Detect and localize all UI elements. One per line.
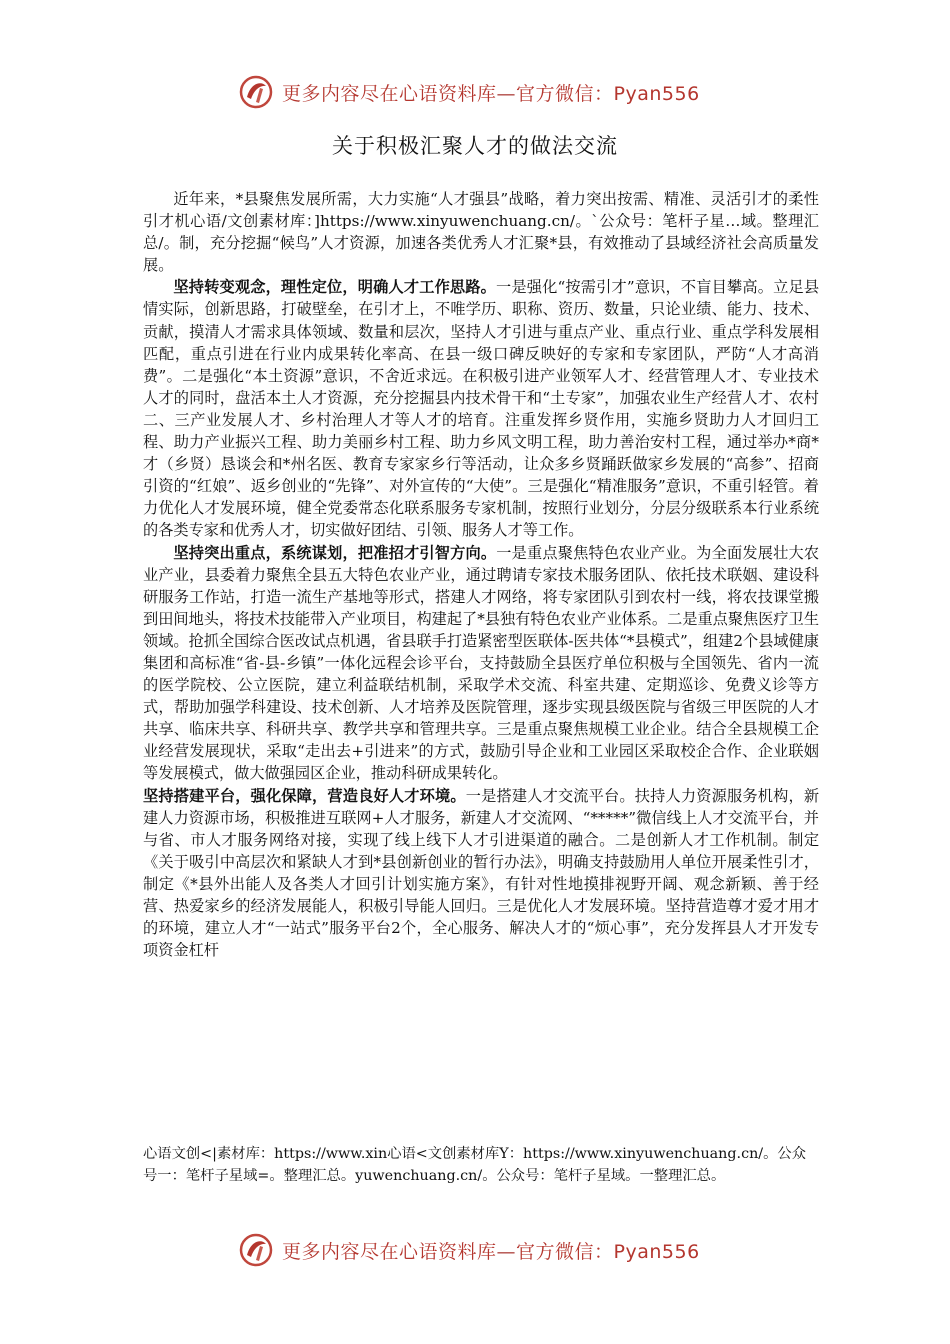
- banner-wechat: 官方微信：Pyan556: [516, 82, 700, 105]
- brand-logo-icon: [236, 72, 276, 112]
- section-body-1: 一是强化“按需引才”意识，不盲目攀高。立足县情实际，创新思路，打破壁垒，在引才上，不唯学历、职称、资历、数量，只论业绩、能力、技术、贡献，摸清人才需求具体领域、数量和层次，坚持人才引进与重点产业、重点行业、重点学科发展相匹配，重点引进在行业内成果转化率高、在县一级口碑反映好的专家和专家团队，严防“人才高消费”。二是强化“本土资源”意识，不舍近求远。在积极引进产业领军人才、经营管理人才、专业技术人才的同时，盘活本土人才资源，充分挖掘县内技术骨干和“土专家”，加强农业生产经营人才、农村二、三产业发展人才、乡村治理人才等人才的培育。注重发挥乡贤作用，实施乡贤助力人才回归工程、助力产业振兴工程、助力美丽乡村工程、助力乡风文明工程，助力善治安村工程，通过举办*商*才（乡贤）恳谈会和*州名医、教育专家家乡行等活动，让众多乡贤踊跃做家乡发展的“高参”、招商引资的“红娘”、返乡创业的“先锋”、对外宣传的“大使”。三是强化“精准服务”意识，不重引轻管。着力优化人才发展环境，健全党委常态化联系服务专家机制，按照行业划分，分层分级联系本行业系统的各类专家和优秀人才，切实做好团结、引领、服务人才等工作。: [143, 278, 820, 540]
- section-heading-3: 坚持搭建平台，强化保障，营造良好人才环境。: [143, 786, 466, 805]
- footer-banner: [236, 1228, 756, 1272]
- section-paragraph-3: [143, 785, 819, 962]
- banner-slogan: 更多内容尽在心语资料库: [282, 82, 497, 105]
- section-body-3: 一是搭建人才交流平台。扶持人力资源服务机构，新建人力资源市场，积极推进互联网+人才服务，新建人才交流网、“*****”微信线上人才交流平台，并与省、市人才服务网络对接，实现了线上线下人才引进渠道的融合。二是创新人才工作机制。制定《关于吸引中高层次和紧缺人才到*县创新创业的暂行办法》，明确支持鼓励用人单位开展柔性引才，制定《*县外出能人及各类人才回引计划实施方案》，有针对性地摸排视野开阔、观念新颖、善于经营、热爱家乡的经济发展能人，积极引导能人回归。三是优化人才发展环境。坚持营造尊才爱才用才的环境，建立人才“一站式”服务平台2个，全心服务、解决人才的“烦心事”，充分发挥县人才开发专项资金杠杆: [143, 786, 820, 960]
- banner-text: [282, 1237, 700, 1264]
- banner-text: [282, 79, 700, 106]
- banner-separator: —: [496, 82, 517, 105]
- intro-paragraph: 近年来，*县聚焦发展所需，大力实施“人才强县”战略，着力突出按需、精准、灵活引才的柔性引才机心语/文创素材库：]https://www.xinyuwenchuang.cn/。`公众号：笔杆子星…域。整理汇总/。制，充分挖掘“候鸟”人才资源，加速各类优秀人才汇聚*县，有效推动了县域经济社会高质量发展。: [143, 190, 819, 275]
- banner-wechat: 官方微信：Pyan556: [516, 1240, 700, 1263]
- document-title: 关于积极汇聚人才的做法交流: [332, 134, 618, 158]
- brand-logo-icon: [236, 1230, 276, 1270]
- footer-note: 心语文创<|素材库：https://www.xin心语<文创素材库Y：https://www.xinyuwenchuang.cn/。公众号一：笔杆子星域=。整理汇总。yuwenchuang.cn/。公众号：笔杆子星域。一整理汇总。: [143, 1146, 807, 1184]
- header-banner: [236, 70, 756, 114]
- section-heading-2: 坚持突出重点，系统谋划，把准招才引智方向。: [173, 543, 497, 562]
- banner-slogan: 更多内容尽在心语资料库: [282, 1240, 497, 1263]
- section-paragraph-2: [143, 542, 819, 785]
- section-paragraph-1: [143, 276, 819, 541]
- banner-separator: —: [496, 1240, 517, 1263]
- document-body: [143, 188, 819, 961]
- section-body-2: 一是重点聚焦特色农业产业。为全面发展壮大农业产业，县委着力聚焦全县五大特色农业产业，通过聘请专家技术服务团队、依托技术联姻、建设科研服务工作站，打造一流生产基地等形式，搭建人才网络，将专家团队引到农村一线，将农技课堂搬到田间地头，将技术技能带入产业项目，构建起了*县独有特色农业产业体系。二是重点聚焦医疗卫生领域。抢抓全国综合医改试点机遇，省县联手打造紧密型医联体-医共体“*县模式”，组建2个县域健康集团和高标准“省-县-乡镇”一体化远程会诊平台，支持鼓励全县医疗单位积极与全国领先、省内一流的医学院校、公立医院，建立利益联结机制，采取学术交流、科室共建、定期巡诊、免费义诊等方式，帮助加强学科建设、技术创新、人才培养及医院管理，逐步实现县级医院与省级三甲医院的人才共享、临床共享、科研共享、教学共享和管理共享。三是重点聚焦规模工业企业。结合全县规模工企业经营发展现状，采取“走出去+引进来”的方式，鼓励引导企业和工业园区采取校企合作、企业联姻等发展模式，做大做强园区企业，推动科研成果转化。: [143, 543, 820, 783]
- section-heading-1: 坚持转变观念，理性定位，明确人才工作思路。: [173, 278, 497, 297]
